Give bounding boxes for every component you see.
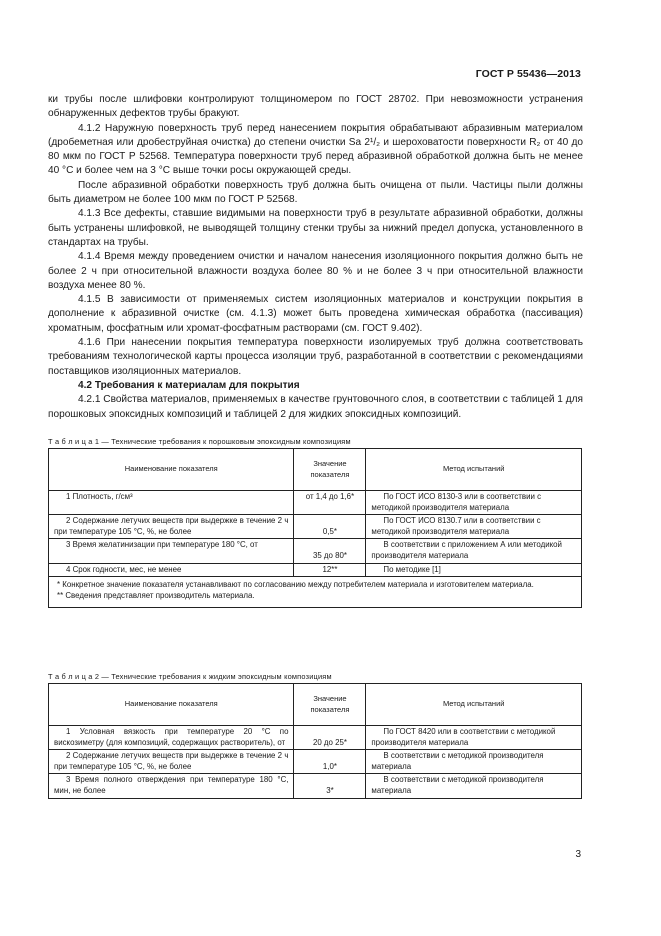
section-heading-4-2: 4.2 Требования к материалам для покрытия: [78, 379, 300, 391]
table2-header-name: Наименование показателя: [49, 684, 294, 726]
paragraph-4-2-1: 4.2.1 Свойства материалов, применяемых в качестве грунтовочного слоя, в соответствии с таблицей 1 для порошковых эпоксидных композиций и таблицей 2 для жидких эпоксидных композиций.: [48, 394, 583, 420]
paragraph-4-1-6: 4.1.6 При нанесении покрытия температура поверхности изолируемых труб должна соответствовать требованиям технологической карты процесса изоляции труб, разработанной в соответствии с рекомендациями поставщиков изоляционных материалов.: [48, 337, 583, 377]
table2-row2-name: 2 Содержание летучих веществ при выдержке в течение 2 ч при температуре 105 °С, %, не более: [49, 750, 294, 774]
table1-caption: Т а б л и ц а 1 — Технические требования к порошковым эпоксидным композициям: [48, 437, 351, 446]
body-text: [48, 93, 583, 422]
document-header: ГОСТ Р 55436—2013: [475, 68, 581, 80]
table1-header-method: Метод испытаний: [366, 449, 582, 491]
table2-header-method: Метод испытаний: [366, 684, 582, 726]
table1-row4-name: 4 Срок годности, мес, не менее: [49, 563, 294, 577]
table2-row1-name: 1 Условная вязкость при температуре 20 °С по вискозиметру (для композиций, содержащих растворитель), от: [49, 726, 294, 750]
table1: [48, 448, 582, 608]
table1-row2-method: По ГОСТ ИСО 8130.7 или в соответствии с методикой производителя материала: [366, 515, 582, 539]
table-row: [49, 726, 582, 750]
table-row: [49, 563, 582, 577]
table1-row2-name: 2 Содержание летучих веществ при выдержке в течение 2 ч при температуре 105 °С, %, не более: [49, 515, 294, 539]
table1-row4-value: 12**: [294, 563, 366, 577]
table1-row3-value: 35 до 80*: [294, 539, 366, 563]
table1-row2-value: 0,5*: [294, 515, 366, 539]
table2-row1-method: По ГОСТ 8420 или в соответствии с методикой производителя материала: [366, 726, 582, 750]
table2-header-row: [49, 684, 582, 726]
table1-row3-name: 3 Время желатинизации при температуре 180 °С, от: [49, 539, 294, 563]
table2-row3-method: В соответствии с методикой производителя материала: [366, 774, 582, 798]
table2-row1-value: 20 до 25*: [294, 726, 366, 750]
table2-caption: Т а б л и ц а 2 — Технические требования к жидким эпоксидным композициям: [48, 672, 332, 681]
table1-row3-method: В соответствии с приложением А или методикой производителя материала: [366, 539, 582, 563]
table2-header-value: Значение показателя: [294, 684, 366, 726]
table1-row4-method: По методике [1]: [366, 563, 582, 577]
table1-note-1: * Конкретное значение показателя устанавливают по согласованию между потребителем материала и изготовителем материала.: [57, 580, 534, 590]
table1-header-row: [49, 449, 582, 491]
table-row: [49, 515, 582, 539]
paragraph-4-1-3: 4.1.3 Все дефекты, ставшие видимыми на поверхности труб в результате абразивной обработки, должны быть устранены шлифовкой, не выводящей толщину стенки трубы за нижний предел допуска, установленного в стандартах на трубы.: [48, 208, 583, 248]
paragraph-4-1-4: 4.1.4 Время между проведением очистки и началом нанесения изоляционного покрытия должно быть не более 2 ч при относительной влажности воздуха более 80 % и не более 3 ч при относительной влажности воздуха менее 80 %.: [48, 251, 583, 291]
paragraph-dust: После абразивной обработки поверхность труб должна быть очищена от пыли. Частицы пыли должны быть диаметром не более 100 мкм по ГОСТ Р 52568.: [48, 179, 583, 206]
table1-row1-method: По ГОСТ ИСО 8130-3 или в соответствии с методикой производителя материала: [366, 491, 582, 515]
table2-row2-method: В соответствии с методикой производителя материала: [366, 750, 582, 774]
table1-row1-name: 1 Плотность, г/см³: [49, 491, 294, 515]
paragraph-4-1-5: 4.1.5 В зависимости от применяемых систем изоляционных материалов и конструкции покрытия в дополнение к абразивной очистке (см. 4.1.3) может быть проведена химическая обработка (пассивация) хроматным, фосфатным или хромат-фосфатным растворами (см. ГОСТ 9.402).: [48, 294, 583, 334]
table-row: [49, 539, 582, 563]
paragraph-continuation: ки трубы после шлифовки контролируют толщиномером по ГОСТ 28702. При невозможности устранения обнаруженных дефектов трубы бракуют.: [48, 94, 583, 120]
table-row: [49, 774, 582, 798]
table1-row1-value: от 1,4 до 1,6*: [294, 491, 366, 515]
table2-row3-value: 3*: [294, 774, 366, 798]
table1-notes-row: [49, 577, 582, 608]
table2: [48, 683, 582, 799]
table2-row2-value: 1,0*: [294, 750, 366, 774]
page-number: 3: [575, 849, 581, 860]
table2-row3-name: 3 Время полного отверждения при температуре 180 °С, мин, не более: [49, 774, 294, 798]
table1-note-2: ** Сведения представляет производитель материала.: [57, 590, 255, 600]
table1-header-value: Значение показателя: [294, 449, 366, 491]
table1-header-name: Наименование показателя: [49, 449, 294, 491]
table1-notes: [49, 577, 582, 608]
table-row: [49, 491, 582, 515]
paragraph-4-1-2: 4.1.2 Наружную поверхность труб перед нанесением покрытия обрабатывают абразивным материалом (дробеметная или дробеструйная очистка) до степени очистки Sa 2¹/₂ и шероховатости поверхности R₂ от 40 до 80 мкм по ГОСТ Р 52568. Температура поверхности труб перед абразивной обработкой должна быть не менее 40 °С и более чем на 3 °С выше точки росы окружающей среды.: [48, 122, 583, 177]
table-row: [49, 750, 582, 774]
